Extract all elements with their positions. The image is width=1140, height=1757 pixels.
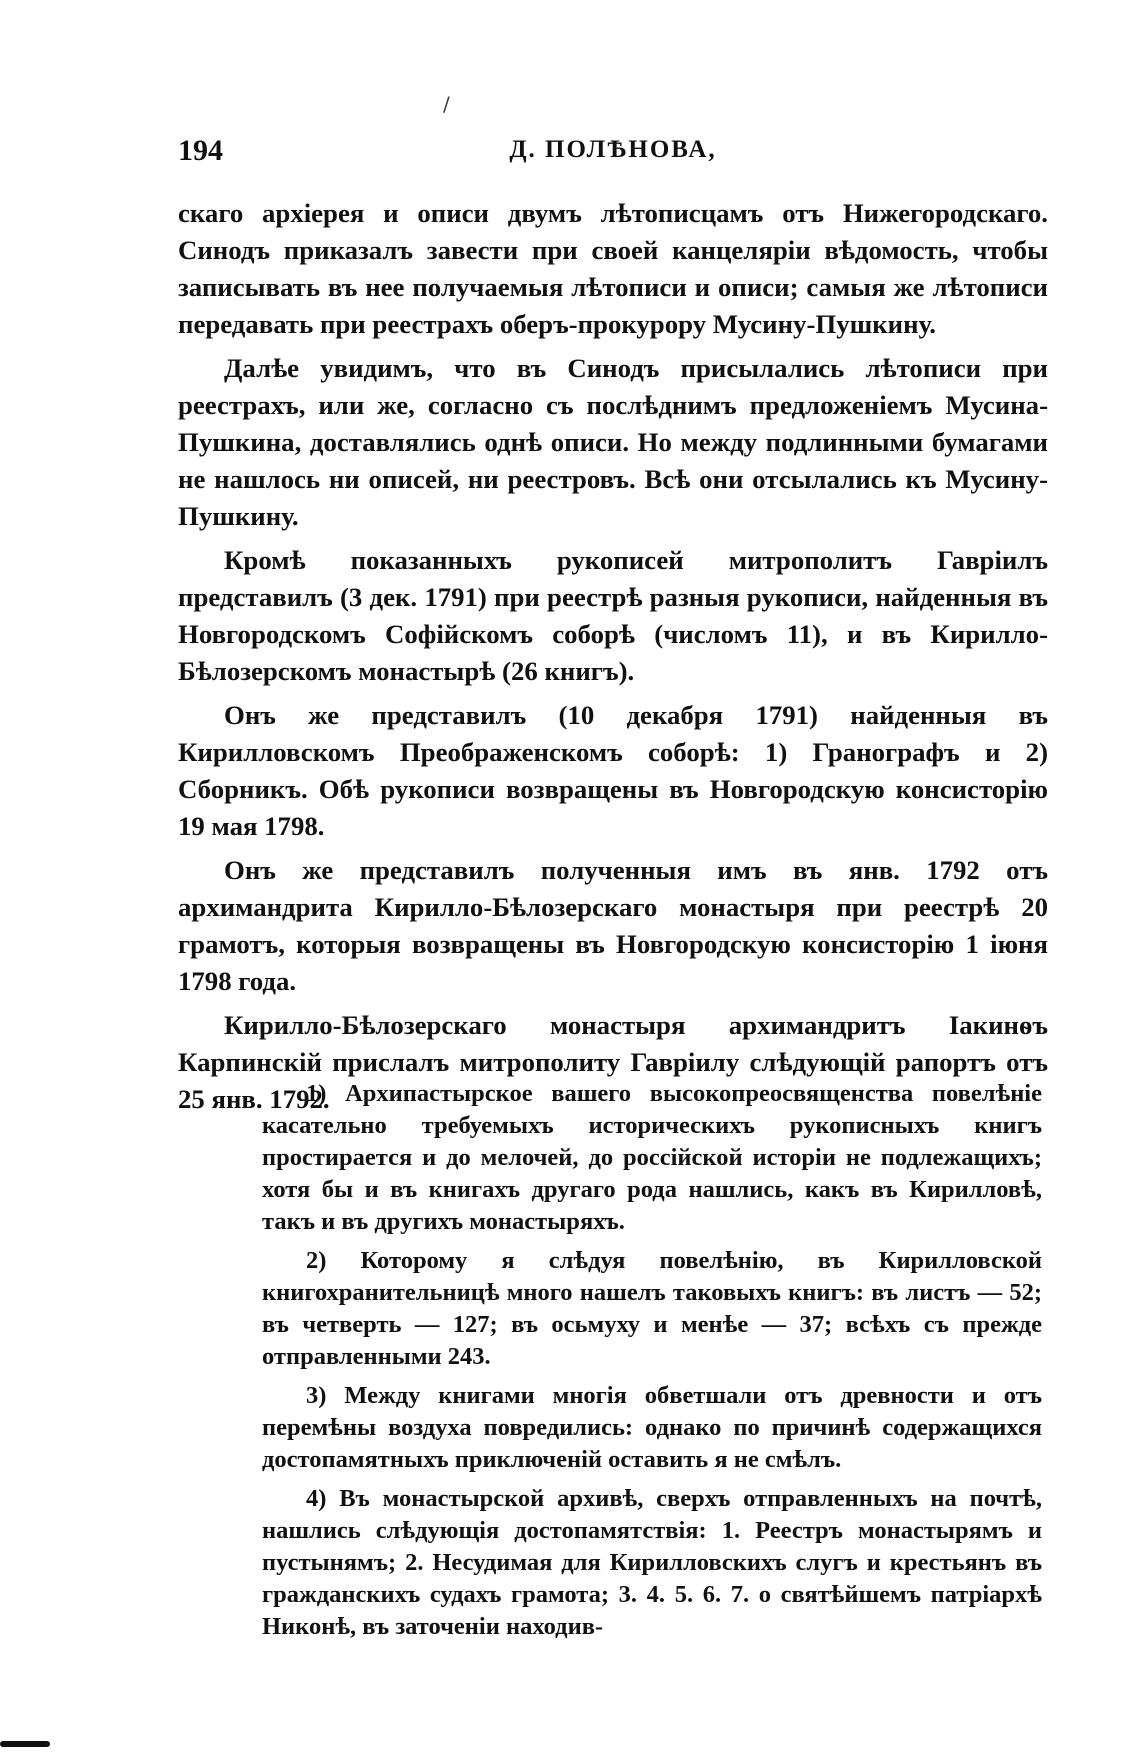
ink-smudge	[0, 1741, 50, 1747]
body-text	[178, 195, 1048, 1125]
paragraph: Онъ же представилъ полученныя имъ въ янв. 1792 отъ архимандрита Кирилло-Бѣлозерскаго монастыря при реестрѣ 20 грамотъ, которыя возвращены въ Новгородскую консисторію 1 іюня 1798 года.	[178, 855, 1048, 996]
paragraph: Далѣе увидимъ, что въ Синодъ присылались лѣтописи при реестрахъ, или же, согласно съ послѣднимъ предложеніемъ Мусина-Пушкина, доставлялись однѣ описи. Но между подлинными бумагами не нашлось ни описей, ни реестровъ. Всѣ они отсылались къ Мусину-Пушкину.	[178, 353, 1048, 531]
paragraph: Онъ же представилъ (10 декабря 1791) найденныя въ Кирилловскомъ Преображенскомъ соборѣ: 1) Гранографъ и 2) Сборникъ. Обѣ рукописи возвращены въ Новгородскую консисторію 19 мая 1798.	[178, 700, 1048, 841]
paragraph: Кромѣ показанныхъ рукописей митрополитъ Гавріилъ представилъ (3 дек. 1791) при реестрѣ разныя рукописи, найденныя въ Новгородскомъ Софійскомъ соборѣ (числомъ 11), и въ Кирилло-Бѣлозерскомъ монастырѣ (26 книгъ).	[178, 545, 1048, 686]
paragraph: Кирилло-Бѣлозерскаго монастыря архимандритъ Іакинѳъ Карпинскій прислалъ митрополиту Гавріилу слѣдующій рапортъ отъ 25 янв. 1792.	[178, 1010, 1048, 1114]
paragraph: скаго архіерея и описи двумъ лѣтописцамъ отъ Нижегородскаго. Синодъ приказалъ завести при своей канцеляріи вѣдомость, чтобы записывать въ нее получаемыя лѣтописи и описи; самыя же лѣтописи передавать при реестрахъ оберъ-прокурору Мусину-Пушкину.	[178, 198, 1048, 339]
page-number: 194	[178, 134, 223, 167]
stray-mark: /	[443, 92, 450, 116]
quote-paragraph: 3) Между книгами многія обветшали отъ древности и отъ перемѣны воздуха повредились: однако по причинѣ содержащихся достопамятныхъ приключеній оставить я не смѣлъ.	[262, 1382, 1042, 1473]
page-header	[178, 134, 1048, 174]
running-head: Д. ПОЛѢНОВА,	[509, 136, 717, 163]
quote-paragraph: 2) Которому я слѣдуя повелѣнію, въ Кирилловской книгохранительницѣ много нашелъ таковыхъ книгъ: въ листъ — 52; въ четверть — 127; въ осьмуху и менѣе — 37; всѣхъ съ прежде отправленными 243.	[262, 1247, 1042, 1370]
quote-paragraph: 1) Архипастырское вашего высокопреосвященства повелѣніе касательно требуемыхъ историческихъ рукописныхъ книгъ простирается и до мелочей, до россійской исторіи не подлежащихъ; хотя бы и въ книгахъ другаго рода нашлись, какъ въ Кирилловѣ, такъ и въ другихъ монастыряхъ.	[262, 1080, 1042, 1235]
quote-paragraph: 4) Въ монастырской архивѣ, сверхъ отправленныхъ на почтѣ, нашлись слѣдующія достопамятствія: 1. Реестръ монастырямъ и пустынямъ; 2. Несудимая для Кирилловскихъ слугъ и крестьянъ въ гражданскихъ судахъ грамота; 3. 4. 5. 6. 7. о святѣйшемъ патріархѣ Никонѣ, въ заточеніи находив-	[262, 1485, 1042, 1640]
quoted-report	[262, 1078, 1042, 1650]
